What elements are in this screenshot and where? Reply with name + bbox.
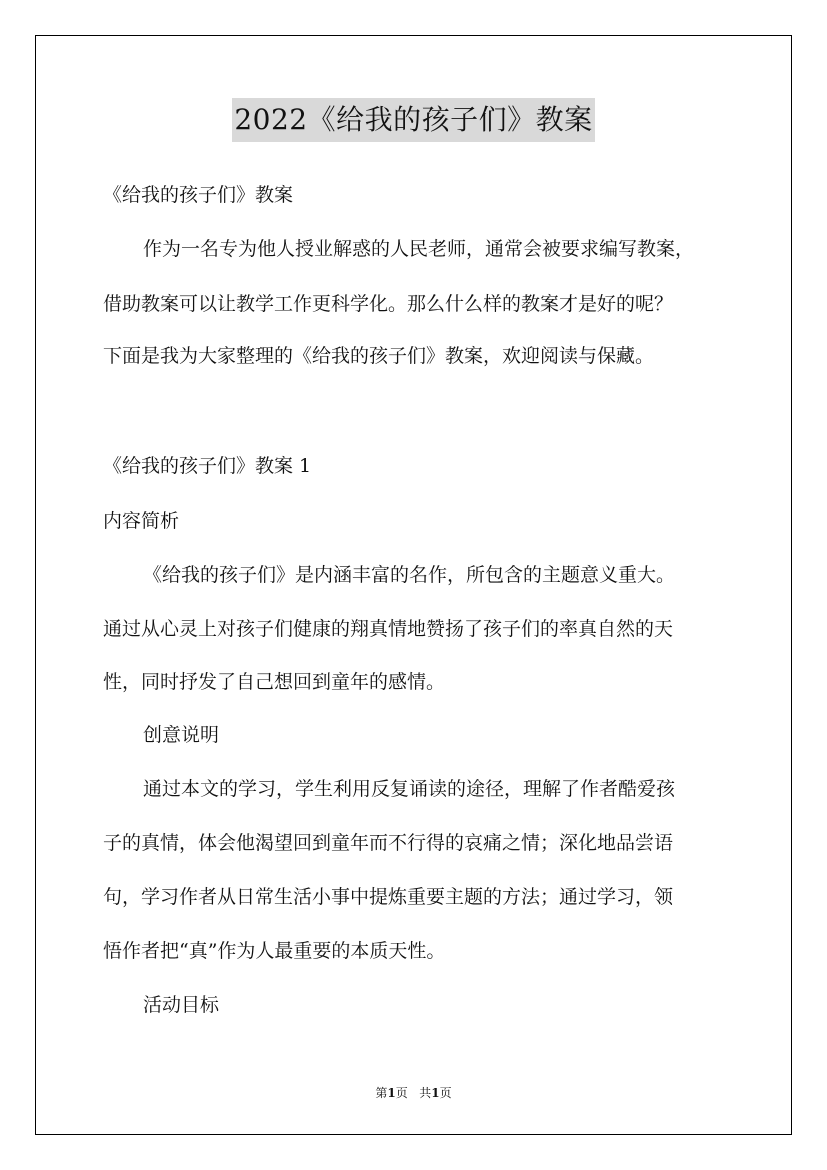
intro-line-3: 下面是我为大家整理的《给我的孩子们》教案，欢迎阅读与保藏。: [103, 345, 655, 367]
creative-notes-line-3: 句，学习作者从日常生活小事中提炼重要主题的方法；通过学习，领: [103, 886, 674, 908]
section-content-analysis-title: 内容简析: [103, 510, 180, 532]
content-analysis-line-2: 通过从心灵上对孩子们健康的翔真情地赞扬了孩子们的率真自然的天: [103, 618, 674, 640]
intro-line-2: 借助教案可以让教学工作更科学化。那么什么样的教案才是好的呢？: [103, 293, 674, 315]
intro-line-1: 作为一名专为他人授业解惑的人民老师，通常会被要求编写教案，: [143, 238, 695, 260]
footer-suffix: 页: [439, 1086, 452, 1100]
section-activity-goals-title: 活动目标: [143, 994, 220, 1016]
heading-lesson-plan-1: 《给我的孩子们》教案 1: [103, 455, 312, 477]
page-footer: [0, 1084, 827, 1101]
content-analysis-line-1: 《给我的孩子们》是内涵丰富的名作，所包含的主题意义重大。: [143, 564, 676, 586]
creative-notes-line-2: 子的真情，体会他渴望回到童年而不行得的哀痛之情；深化地品尝语: [103, 832, 674, 854]
footer-mid: 页 共: [395, 1086, 432, 1100]
footer-total-pages: 1: [431, 1086, 440, 1100]
document-title: 2022《给我的孩子们》教案: [232, 98, 594, 142]
heading-lesson-plan: 《给我的孩子们》教案: [103, 184, 294, 206]
footer-prefix: 第: [375, 1086, 388, 1100]
creative-notes-line-1: 通过本文的学习，学生利用反复诵读的途径，理解了作者酷爱孩: [143, 778, 676, 800]
footer-page-number: 1: [387, 1086, 396, 1100]
section-creative-notes-title: 创意说明: [143, 724, 220, 746]
content-analysis-line-3: 性，同时抒发了自己想回到童年的感情。: [103, 671, 446, 693]
creative-notes-line-4: 悟作者把“真”作为人最重要的本质天性。: [103, 940, 446, 962]
